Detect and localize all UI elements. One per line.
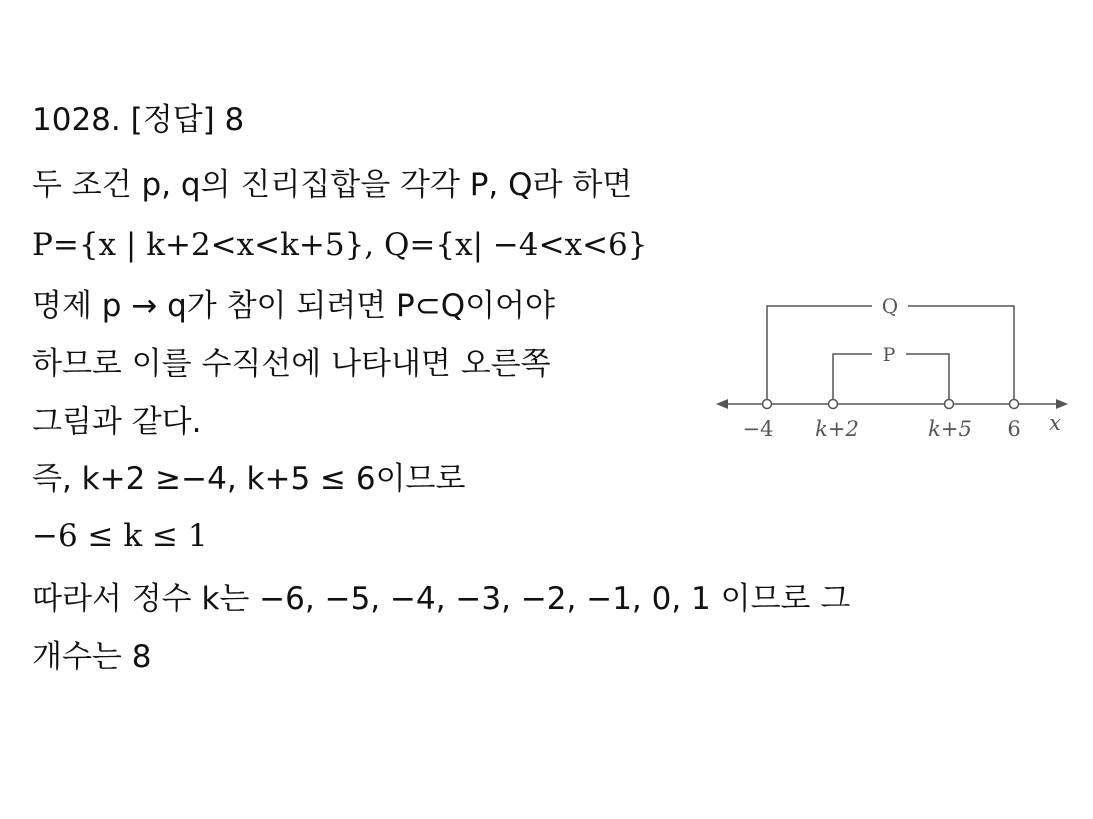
open-point-q-right xyxy=(1010,400,1019,409)
solution-line-9: 개수는 8 xyxy=(32,639,152,675)
set-p-bracket-left xyxy=(833,354,872,404)
solution-line-7: −6 ≤ k ≤ 1 xyxy=(32,518,208,554)
solution-line-4: 하므로 이를 수직선에 나타내면 오른쪽 xyxy=(32,346,551,382)
solution-line-8: 따라서 정수 k는 −6, −5, −4, −3, −2, −1, 0, 1 이므로 그 xyxy=(32,581,851,617)
open-point-q-left xyxy=(763,400,772,409)
set-q-bracket-right xyxy=(908,306,1014,404)
number-line-figure xyxy=(712,288,1082,448)
set-q-bracket-left xyxy=(767,306,872,404)
set-p-label: P xyxy=(882,344,896,366)
open-point-p-left xyxy=(829,400,838,409)
axis-right-arrow-icon xyxy=(1056,399,1068,409)
open-point-p-right xyxy=(945,400,954,409)
axis-label-x: x xyxy=(1049,411,1061,435)
solution-line-5: 그림과 같다. xyxy=(32,404,202,440)
axis-left-arrow-icon xyxy=(716,399,728,409)
tick-label-k-plus-2: k+2 xyxy=(815,417,859,441)
solution-line-2: P={x | k+2<x<k+5}, Q={x| −4<x<6} xyxy=(32,227,648,263)
set-p-bracket-right xyxy=(906,354,949,404)
tick-label-minus-4: −4 xyxy=(742,417,774,441)
tick-label-6: 6 xyxy=(1007,417,1021,441)
solution-line-3: 명제 p → q가 참이 되려면 P⊂Q이어야 xyxy=(32,288,555,324)
problem-header: 1028. [정답] 8 xyxy=(32,102,245,138)
set-q-label: Q xyxy=(881,294,899,318)
tick-label-k-plus-5: k+5 xyxy=(928,417,972,441)
solution-line-6: 즉, k+2 ≥−4, k+5 ≤ 6이므로 xyxy=(32,461,466,497)
solution-line-1: 두 조건 p, q의 진리집합을 각각 P, Q라 하면 xyxy=(32,167,633,203)
